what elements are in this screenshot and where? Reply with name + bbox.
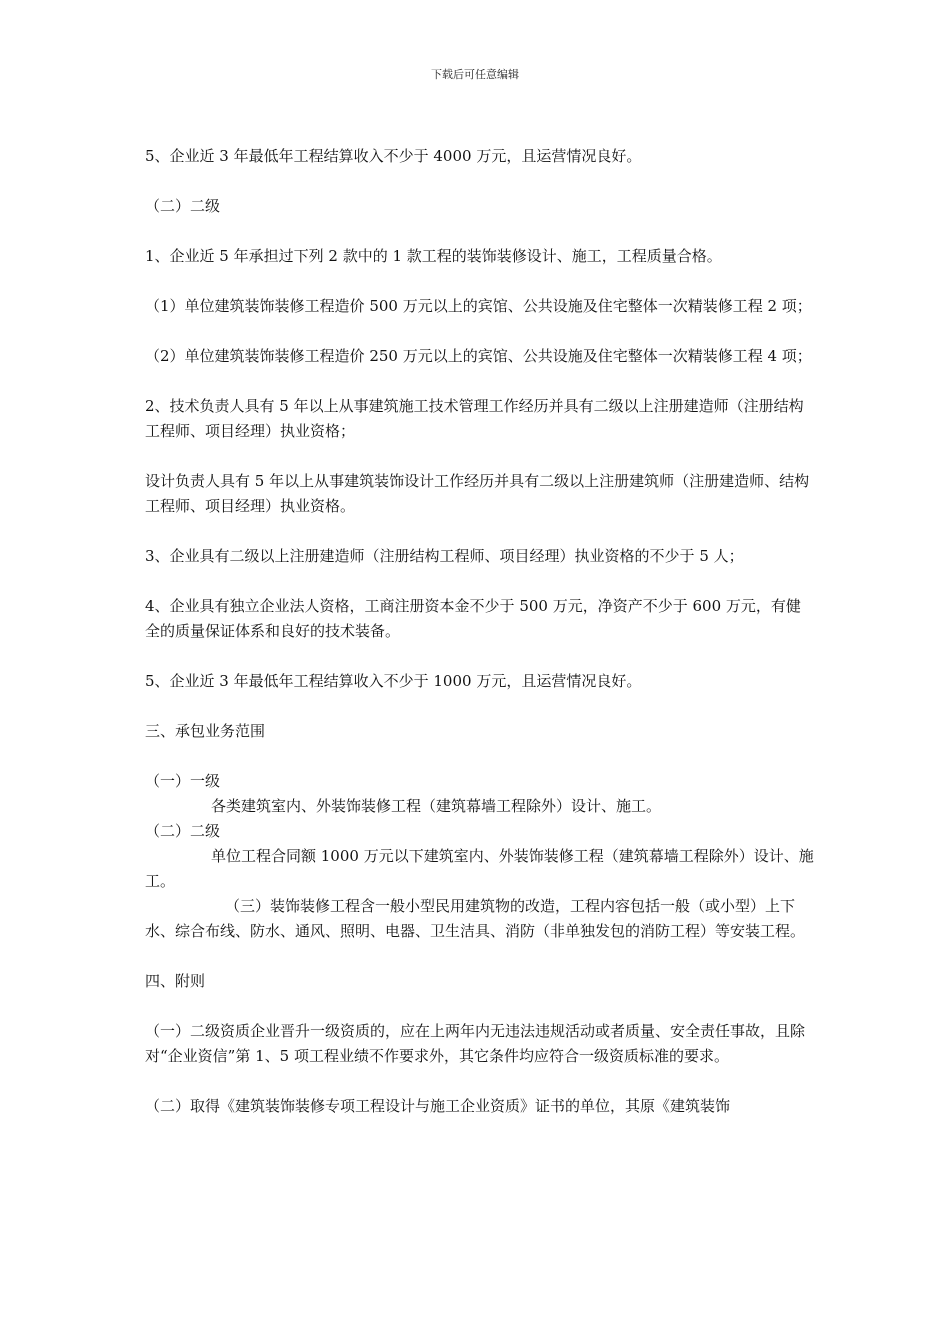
paragraph-registered-builders: 3、企业具有二级以上注册建造师（注册结构工程师、项目经理）执业资格的不少于 5 人； <box>145 547 744 565</box>
heading-level2: （二）二级 <box>145 197 221 215</box>
section-heading-scope: 三、承包业务范围 <box>145 722 266 740</box>
paragraph-design-lead: 设计负责人具有 5 年以上从事建筑装饰设计工作经历并具有二级以上注册建筑师（注册建造师、结构工程师、项目经理）执业资格。 <box>145 472 810 515</box>
scope-level2-heading: （二）二级 <box>145 822 221 840</box>
paragraph-technical-lead: 2、技术负责人具有 5 年以上从事建筑施工技术管理工作经历并具有二级以上注册建造师（注册结构工程师、项目经理）执业资格； <box>145 397 804 440</box>
page-header: 下载后可任意编辑 <box>431 68 519 81</box>
paragraph-legal-entity: 4、企业具有独立企业法人资格，工商注册资本金不少于 500 万元，净资产不少于 600 万元，有健全的质量保证体系和良好的技术装备。 <box>145 597 801 640</box>
appendix-item-1: （一）二级资质企业晋升一级资质的，应在上两年内无违法违规活动或者质量、安全责任事故，且除对“企业资信”第 1、5 项工程业绩不作要求外，其它条件均应符合一级资质标准的要求。 <box>145 1022 806 1065</box>
scope-level1-text: 各类建筑室内、外装饰装修工程（建筑幕墙工程除外）设计、施工。 <box>211 797 662 815</box>
paragraph-project-item-2: （2）单位建筑装饰装修工程造价 250 万元以上的宾馆、公共设施及住宅整体一次精装修工程 4 项； <box>145 347 812 365</box>
scope-level1-heading: （一）一级 <box>145 772 221 790</box>
appendix-item-2: （二）取得《建筑装饰装修专项工程设计与施工企业资质》证书的单位，其原《建筑装饰 <box>145 1097 731 1115</box>
paragraph-income-requirement-level1: 5、企业近 3 年最低年工程结算收入不少于 4000 万元，且运营情况良好。 <box>145 147 642 165</box>
document-body <box>145 144 815 1144</box>
paragraph-project-experience: 1、企业近 5 年承担过下列 2 款中的 1 款工程的装饰装修设计、施工，工程质量合格。 <box>145 247 722 265</box>
scope-level3-text: （三）装饰装修工程含一般小型民用建筑物的改造，工程内容包括一般（或小型）上下水、综合布线、防水、通风、照明、电器、卫生洁具、消防（非单独发包的消防工程）等安装工程。 <box>145 897 806 940</box>
scope-level2-text: 单位工程合同额 1000 万元以下建筑室内、外装饰装修工程（建筑幕墙工程除外）设计、施工。 <box>145 847 814 890</box>
spacer <box>145 944 815 969</box>
section-heading-appendix: 四、附则 <box>145 972 206 990</box>
paragraph-income-requirement-level2: 5、企业近 3 年最低年工程结算收入不少于 1000 万元，且运营情况良好。 <box>145 672 642 690</box>
paragraph-project-item-1: （1）单位建筑装饰装修工程造价 500 万元以上的宾馆、公共设施及住宅整体一次精装修工程 2 项； <box>145 297 812 315</box>
